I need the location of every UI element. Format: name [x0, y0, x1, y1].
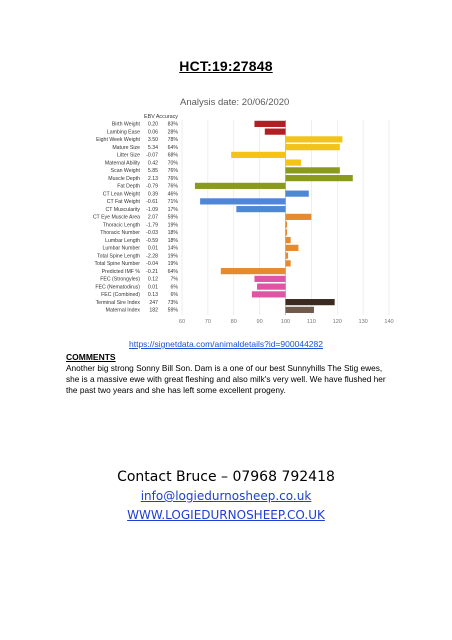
website-link[interactable]: WWW.LOGIEDURNOSHEEP.CO.UK: [127, 508, 325, 522]
accuracy-value: 46%: [167, 191, 178, 198]
accuracy-value: 6%: [170, 284, 178, 291]
trait-label: Total Spine Number: [94, 261, 140, 268]
index-bar: [236, 206, 285, 212]
index-bar: [286, 229, 288, 235]
ebv-value: 0.01: [147, 284, 158, 291]
x-tick-label: 60: [178, 319, 186, 325]
trait-label: Lumbar Number: [102, 245, 140, 252]
trait-label: CT Fat Weight: [106, 199, 140, 206]
accuracy-value: 18%: [167, 237, 178, 244]
accuracy-value: 83%: [167, 121, 178, 128]
accuracy-value: 14%: [167, 245, 178, 252]
accuracy-value: 76%: [167, 183, 178, 190]
x-tick-label: 120: [332, 319, 342, 325]
signet-link[interactable]: https://signetdata.com/animaldetails?id=900044282: [129, 339, 323, 349]
trait-label: Lambing Ease: [106, 129, 140, 136]
x-tick-label: 90: [256, 319, 263, 325]
ebv-value: -1.79: [146, 222, 158, 229]
ebv-value: 5.85: [147, 168, 158, 175]
accuracy-value: 6%: [170, 292, 178, 299]
x-tick-label: 140: [384, 319, 394, 325]
index-bar: [286, 307, 314, 313]
index-bar: [231, 152, 285, 158]
trait-label: Litter Size: [116, 152, 140, 159]
ebv-value: 5.34: [147, 144, 158, 151]
accuracy-value: 18%: [167, 230, 178, 237]
trait-label: Fat Depth: [117, 183, 140, 190]
trait-label: Terminal Sire Index: [95, 299, 140, 306]
index-bar: [254, 121, 285, 127]
index-bar: [221, 268, 286, 274]
ebv-value: 3.50: [147, 137, 158, 144]
accuracy-value: 76%: [167, 168, 178, 175]
ebv-value: 0.12: [147, 276, 158, 283]
x-tick-label: 130: [358, 319, 368, 325]
analysis-date: Analysis date: 20/06/2020: [180, 97, 290, 108]
index-bar: [286, 214, 312, 220]
index-bar: [252, 291, 286, 297]
trait-label: Birth Weight: [111, 121, 140, 128]
ebv-value: 0.01: [147, 245, 158, 252]
trait-label: FEC (Combined): [101, 292, 140, 299]
accuracy-value: 17%: [167, 206, 178, 213]
email-link[interactable]: info@logiedurnosheep.co.uk: [140, 489, 312, 503]
index-bar: [286, 136, 343, 142]
trait-label: Eight Week Weight: [96, 137, 140, 144]
index-bar: [257, 284, 285, 290]
comments-text: Another big strong Sonny Bill Son. Dam is a one of our best Sunnyhills The Stig ewes, she is a massive ewe with great fleshing and also milk's very well. We have flushed her the past two years and she has left some excellent progeny.: [66, 363, 386, 395]
trait-label: Total Spine Length: [97, 253, 140, 260]
trait-label: CT Lean Weight: [102, 191, 140, 198]
ebv-value: 2.07: [147, 214, 158, 221]
x-tick-label: 110: [306, 319, 316, 325]
accuracy-value: 19%: [167, 222, 178, 229]
index-bar: [286, 191, 309, 197]
ebv-value: -0.79: [146, 183, 158, 190]
ebv-column-header: EBV: [144, 114, 155, 120]
trait-label: Thoracic Number: [100, 230, 140, 237]
trait-label: CT Muscularity: [105, 206, 140, 213]
ebv-value: -0.61: [146, 199, 158, 206]
ebv-value: -0.21: [146, 268, 158, 275]
trait-label: Scan Weight: [110, 168, 140, 175]
index-bar: [286, 260, 291, 266]
ebv-value: -0.04: [146, 261, 158, 268]
comments-heading: COMMENTS: [66, 352, 116, 362]
index-bar: [286, 160, 302, 166]
accuracy-value: 68%: [167, 152, 178, 159]
index-bar: [286, 175, 353, 181]
trait-label: CT Eye Muscle Area: [92, 214, 140, 221]
contact-line: Contact Bruce – 07968 792418: [117, 469, 335, 485]
index-bar: [200, 198, 285, 204]
ebv-value: 0.42: [147, 160, 158, 167]
trait-label: Maternal Ability: [104, 160, 140, 167]
accuracy-value: 71%: [167, 199, 178, 206]
trait-label: Maternal Index: [105, 307, 140, 314]
index-bar: [286, 299, 335, 305]
index-bar: [286, 222, 288, 228]
ebv-value: 2.13: [147, 175, 158, 182]
index-bar: [286, 167, 340, 173]
trait-label: Mature Size: [112, 144, 140, 151]
trait-label: Lumbar Length: [105, 237, 140, 244]
accuracy-value: 59%: [167, 307, 178, 314]
index-bar: [265, 129, 286, 135]
ebv-value: -1.09: [146, 206, 158, 213]
trait-label: FEC (Strongyles): [100, 276, 140, 283]
accuracy-value: 19%: [167, 261, 178, 268]
accuracy-value: 78%: [167, 137, 178, 144]
index-bar: [286, 144, 340, 150]
trait-label: Muscle Depth: [108, 175, 140, 182]
x-tick-label: 80: [230, 319, 237, 325]
ebv-value: -0.59: [146, 237, 158, 244]
x-tick-label: 100: [280, 319, 291, 325]
ebv-value: -0.03: [146, 230, 158, 237]
accuracy-column-header: Accuracy: [155, 114, 178, 120]
accuracy-value: 73%: [167, 299, 178, 306]
index-bar: [286, 245, 299, 251]
ebv-value: 0.06: [147, 129, 158, 136]
x-tick-label: 70: [204, 319, 211, 325]
ebv-value: 0.20: [147, 121, 158, 128]
trait-label: Thoracic Length: [102, 222, 140, 229]
ebv-value: 0.13: [147, 292, 158, 299]
ebv-value: -0.07: [146, 152, 158, 159]
accuracy-value: 19%: [167, 253, 178, 260]
trait-label: FEC (Nematodirus): [95, 284, 140, 291]
page-title: HCT:19:27848: [179, 58, 273, 74]
accuracy-value: 70%: [167, 160, 178, 167]
index-bar: [195, 183, 286, 189]
trait-label: Predicted IMF %: [101, 268, 140, 275]
ebv-value: 247: [149, 299, 158, 306]
index-bar: [286, 237, 291, 243]
index-bar: [286, 253, 289, 259]
accuracy-value: 76%: [167, 175, 178, 182]
accuracy-value: 64%: [167, 144, 178, 151]
accuracy-value: 59%: [167, 214, 178, 221]
index-bar: [254, 276, 285, 282]
ebv-value: 0.39: [147, 191, 158, 198]
accuracy-value: 64%: [167, 268, 178, 275]
accuracy-value: 28%: [167, 129, 178, 136]
ebv-value: -2.28: [146, 253, 158, 260]
ebv-value: 182: [149, 307, 158, 314]
accuracy-value: 7%: [170, 276, 178, 283]
